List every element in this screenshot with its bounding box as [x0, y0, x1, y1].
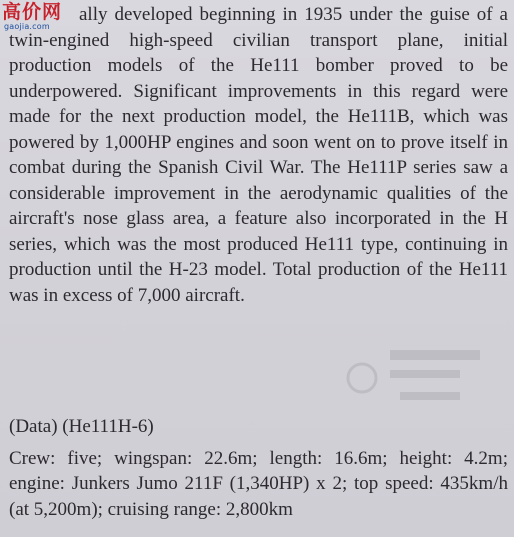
specifications-title: (Data) (He111H-6) — [9, 416, 154, 437]
article-body — [9, 2, 508, 308]
watermark-url: gaojia.com — [4, 22, 50, 31]
specifications-text: Crew: five; wingspan: 22.6m; length: 16.6m; height: 4.2m; engine: Junkers Jumo 211F (1,340HP) x 2; top speed: 435km/h (at 5,200m); cruising range: 2,800km — [9, 447, 508, 520]
specifications-section — [9, 414, 508, 522]
faint-bleedthrough-diagram — [340, 330, 500, 420]
article-paragraph: ally developed beginning in 1935 under the guise of a twin-engined high-speed civilian transport plane, initial production models of the He111 bomber proved to be underpowered. Significant improvements in this regard were made for the next production model, the He111B, which was powered by 1,000HP engines and soon went on to prove itself in combat during the Spanish Civil War. The He111P series saw a considerable improvement in the aerodynamic qualities of the aircraft's nose glass area, a feature also incorporated in the H series, which was the most produced He111 type, continuing in production until the H-23 model. Total production of the He111 was in excess of 7,000 aircraft. — [9, 4, 508, 306]
watermark-logo-text: 高价网 — [2, 1, 63, 23]
